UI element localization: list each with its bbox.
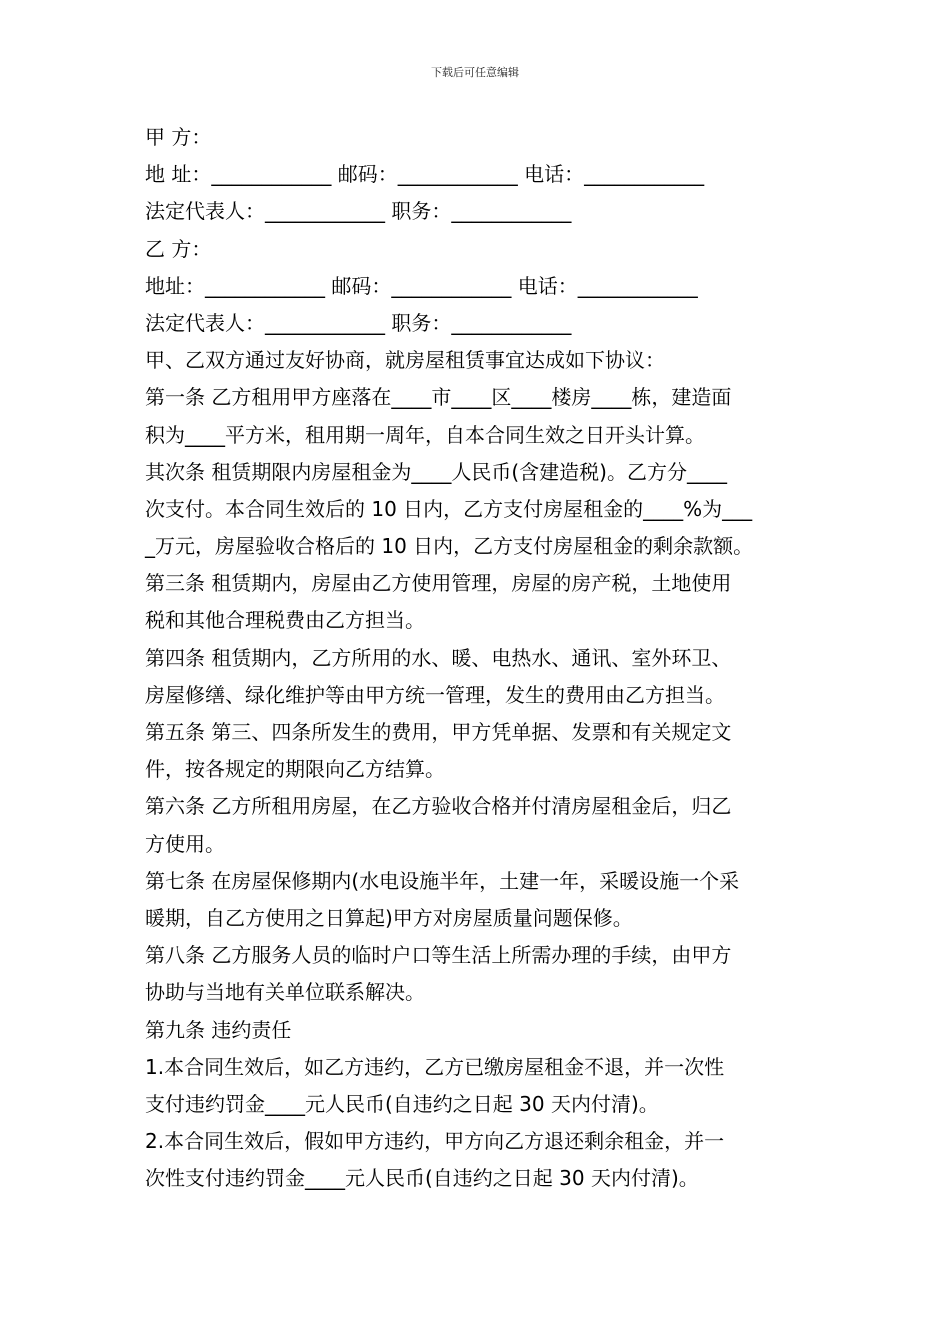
clause-9-item-1-line-1: 1.本合同生效后，如乙方违约，乙方已缴房屋租金不退，并一次性	[145, 1054, 725, 1079]
clause-1-line-1: 第一条 乙方租用甲方座落在____市____区____楼房____栋，建造面	[145, 385, 732, 410]
clause-6-line-1: 第六条 乙方所租用房屋，在乙方验收合格并付清房屋租金后，归乙	[145, 794, 732, 819]
clause-7-line-1: 第七条 在房屋保修期内(水电设施半年，土建一年，采暖设施一个采	[145, 868, 740, 893]
agreement-intro: 甲、乙双方通过友好协商，就房屋租赁事宜达成如下协议：	[145, 348, 665, 373]
party-a-address-line: 地 址：____________ 邮码：____________ 电话：____________	[145, 162, 705, 187]
clause-5-line-2: 件，按各规定的期限向乙方结算。	[145, 757, 445, 782]
clause-9-item-2-line-2: 次性支付违约罚金____元人民币(自违约之日起 30 天内付清)。	[145, 1166, 699, 1191]
clause-8-line-1: 第八条 乙方服务人员的临时户口等生活上所需办理的手续，由甲方	[145, 943, 732, 968]
clause-3-line-2: 税和其他合理税费由乙方担当。	[145, 608, 425, 633]
party-b-representative-line: 法定代表人：____________ 职务：____________	[145, 310, 572, 335]
clause-2-line-1: 其次条 租赁期限内房屋租金为____人民币(含建造税)。乙方分____	[145, 459, 727, 484]
clause-2-line-2: 次支付。本合同生效后的 10 日内，乙方支付房屋租金的____%为___	[145, 496, 753, 521]
clause-3-line-1: 第三条 租赁期内，房屋由乙方使用管理，房屋的房产税，土地使用	[145, 571, 732, 596]
clause-7-line-2: 暖期，自乙方使用之日算起)甲方对房屋质量问题保修。	[145, 905, 633, 930]
party-a-representative-line: 法定代表人：____________ 职务：____________	[145, 199, 572, 224]
party-b-address-line: 地址：____________ 邮码：____________ 电话：____________	[145, 273, 698, 298]
clause-1-line-2: 积为____平方米，租用期一周年，自本合同生效之日开头计算。	[145, 422, 705, 447]
clause-9-item-1-line-2: 支付违约罚金____元人民币(自违约之日起 30 天内付清)。	[145, 1091, 659, 1116]
party-b-heading: 乙 方：	[145, 236, 212, 261]
clause-4-line-1: 第四条 租赁期内，乙方所用的水、暖、电热水、通讯、室外环卫、	[145, 645, 732, 670]
clause-9-item-2-line-1: 2.本合同生效后，假如甲方违约，甲方向乙方退还剩余租金，并一	[145, 1129, 725, 1154]
clause-2-line-3: _万元，房屋验收合格后的 10 日内，乙方支付房屋租金的剩余款额。	[145, 534, 754, 559]
party-a-heading: 甲 方：	[145, 125, 212, 149]
clause-9-heading: 第九条 违约责任	[145, 1017, 292, 1042]
clause-8-line-2: 协助与当地有关单位联系解决。	[145, 980, 425, 1005]
clause-4-line-2: 房屋修缮、绿化维护等由甲方统一管理，发生的费用由乙方担当。	[145, 682, 725, 707]
contract-body	[145, 119, 815, 1197]
page-header: 下载后可任意编辑	[431, 66, 519, 79]
clause-6-line-2: 方使用。	[145, 831, 225, 856]
clause-5-line-1: 第五条 第三、四条所发生的费用，甲方凭单据、发票和有关规定文	[145, 720, 732, 744]
